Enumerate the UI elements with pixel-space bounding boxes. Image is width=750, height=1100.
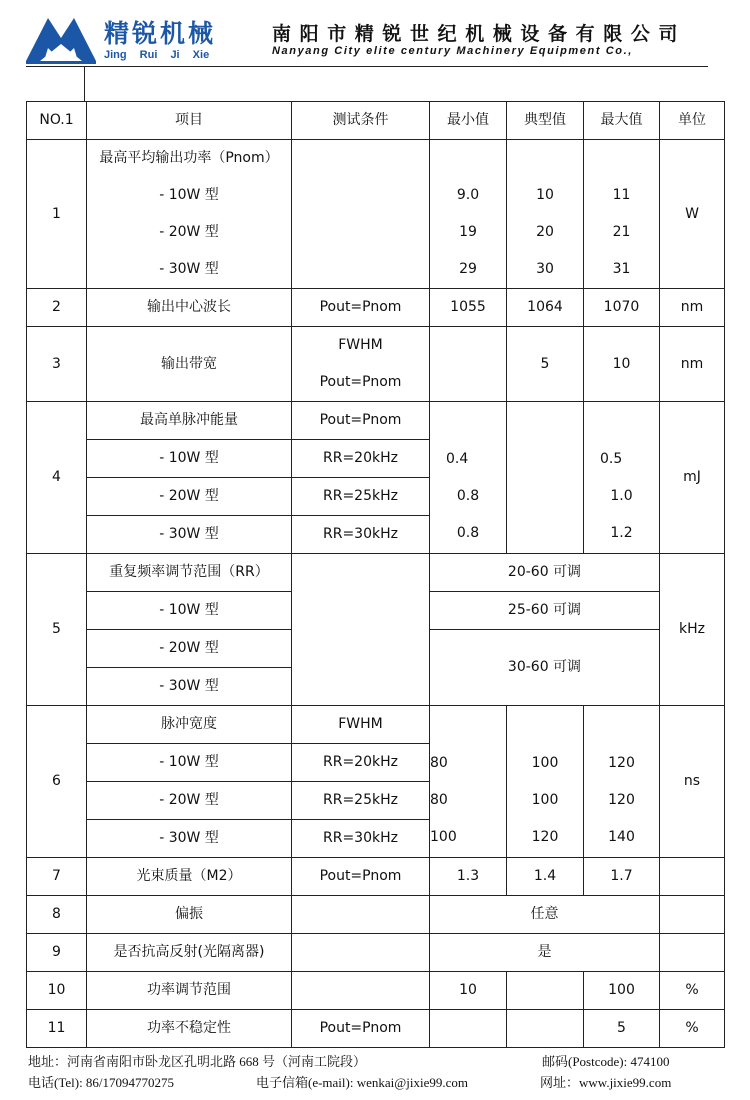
model-label: - 30W 型	[87, 820, 292, 858]
row-number: 7	[27, 858, 87, 896]
table-row	[27, 858, 725, 896]
condition-value: FWHM	[338, 337, 383, 353]
max-value: 1.0	[610, 487, 633, 504]
merged-value: 任意	[430, 896, 660, 934]
row-number: 9	[27, 934, 87, 972]
item-title: 功率调节范围	[87, 972, 292, 1010]
condition-value: RR=30kHz	[292, 516, 430, 554]
model-label: - 20W 型	[87, 630, 292, 668]
row-number: 1	[27, 140, 87, 289]
footer-website: 网址：www.jixie99.com	[540, 1075, 672, 1090]
row-number: 10	[27, 972, 87, 1010]
model-label: - 20W 型	[159, 224, 219, 240]
item-title: 偏振	[87, 896, 292, 934]
table-row	[27, 554, 725, 592]
col-header-min: 最小值	[430, 102, 507, 140]
company-name-chinese: 南阳市精锐世纪机械设备有限公司	[272, 23, 687, 45]
min-value: 80	[430, 791, 448, 808]
letterhead	[0, 0, 750, 80]
typ-cell	[507, 972, 584, 1010]
model-label: - 10W 型	[87, 592, 292, 630]
max-value: 21	[612, 224, 631, 240]
item-title: 最高平均输出功率（Pnom）	[99, 150, 279, 166]
condition-value: Pout=Pnom	[319, 374, 402, 390]
header-divider	[26, 66, 708, 67]
model-label: - 30W 型	[159, 261, 219, 277]
min-cell	[430, 327, 507, 402]
typ-cell	[507, 1010, 584, 1048]
unit-cell: nm	[660, 289, 725, 327]
max-value: 0.5	[600, 450, 623, 467]
typ-value: 30	[536, 261, 554, 277]
typ-value: 10	[536, 187, 554, 203]
unit-cell: kHz	[660, 554, 725, 706]
condition-cell: Pout=Pnom	[292, 1010, 430, 1048]
footer-tel: 电话(Tel): 86/17094770275	[28, 1075, 175, 1090]
max-cell	[584, 402, 660, 554]
typ-value: 120	[531, 828, 559, 845]
range-value: 30-60 可调	[430, 630, 660, 706]
max-cell	[584, 140, 660, 289]
col-header-max: 最大值	[584, 102, 660, 140]
unit-cell: mJ	[660, 402, 725, 554]
min-value: 29	[459, 261, 477, 277]
typ-value: 100	[531, 754, 559, 771]
item-title: 功率不稳定性	[87, 1010, 292, 1048]
max-value: 11	[612, 187, 631, 203]
typ-cell	[507, 140, 584, 289]
footer-divider	[26, 1047, 708, 1048]
company-name-english: Nanyang City elite century Machinery Equipment Co.,	[272, 45, 633, 57]
unit-cell: nm	[660, 327, 725, 402]
condition-cell	[292, 972, 430, 1010]
item-title: 输出中心波长	[87, 289, 292, 327]
col-header-item: 项目	[87, 102, 292, 140]
min-value: 1055	[430, 289, 507, 327]
min-value: 1.3	[430, 858, 507, 896]
min-cell	[430, 1010, 507, 1048]
table-header-row	[27, 102, 725, 140]
typ-value: 20	[536, 224, 554, 240]
unit-cell: W	[660, 140, 725, 289]
min-value: 9.0	[456, 187, 480, 203]
row-number: 8	[27, 896, 87, 934]
table-row	[27, 972, 725, 1010]
min-value: 0.8	[456, 487, 480, 504]
max-value: 1.2	[610, 524, 633, 541]
max-value: 31	[612, 261, 631, 277]
condition-value: RR=20kHz	[292, 744, 430, 782]
unit-cell	[660, 934, 725, 972]
row-number: 5	[27, 554, 87, 706]
typ-value: 5	[507, 327, 584, 402]
condition-cell	[292, 896, 430, 934]
typ-value: 100	[531, 791, 559, 808]
condition-cell	[292, 934, 430, 972]
row-number: 6	[27, 706, 87, 858]
min-value: 100	[430, 828, 457, 845]
model-label: - 20W 型	[87, 782, 292, 820]
item-title: 重复频率调节范围（RR）	[87, 554, 292, 592]
typ-cell	[507, 706, 584, 858]
condition-cell	[292, 140, 430, 289]
max-value: 140	[608, 828, 635, 845]
typ-cell	[507, 402, 584, 554]
item-cell	[87, 140, 292, 289]
min-value: 80	[430, 754, 448, 771]
col-header-unit: 单位	[660, 102, 725, 140]
condition-value: Pout=Pnom	[292, 402, 430, 440]
merged-value: 是	[430, 934, 660, 972]
row-number: 11	[27, 1010, 87, 1048]
item-title: 脉冲宽度	[87, 706, 292, 744]
table-row	[27, 934, 725, 972]
min-value: 0.4	[446, 450, 469, 467]
footer-address: 地址：河南省南阳市卧龙区孔明北路 668 号（河南工院段）	[28, 1054, 367, 1069]
model-label: - 30W 型	[87, 516, 292, 554]
item-title: 光束质量（M2）	[87, 858, 292, 896]
model-label: - 10W 型	[159, 187, 219, 203]
table-row	[27, 402, 725, 440]
unit-cell: %	[660, 972, 725, 1010]
unit-cell	[660, 896, 725, 934]
col-header-typ: 典型值	[507, 102, 584, 140]
table-row	[27, 140, 725, 289]
range-value: 20-60 可调	[430, 554, 660, 592]
model-label: - 20W 型	[87, 478, 292, 516]
condition-value: RR=30kHz	[292, 820, 430, 858]
table-row	[27, 896, 725, 934]
max-cell	[584, 706, 660, 858]
unit-cell	[660, 858, 725, 896]
range-value: 25-60 可调	[430, 592, 660, 630]
min-value: 10	[430, 972, 507, 1010]
min-value: 0.8	[456, 524, 480, 541]
condition-cell	[292, 327, 430, 402]
model-label: - 30W 型	[87, 668, 292, 706]
typ-value: 1064	[507, 289, 584, 327]
row-number: 4	[27, 402, 87, 554]
typ-value: 1.4	[507, 858, 584, 896]
table-row	[27, 706, 725, 744]
item-title: 最高单脉冲能量	[87, 402, 292, 440]
condition-value: RR=20kHz	[292, 440, 430, 478]
model-label: - 10W 型	[87, 744, 292, 782]
spec-table	[26, 101, 725, 1048]
company-logo-icon	[26, 14, 96, 64]
condition-cell: Pout=Pnom	[292, 289, 430, 327]
item-title: 是否抗高反射(光隔离器)	[87, 934, 292, 972]
condition-cell	[292, 554, 430, 706]
col-header-no: NO.1	[27, 102, 87, 140]
item-title: 输出带宽	[87, 327, 292, 402]
max-value: 10	[584, 327, 660, 402]
col-header-condition: 测试条件	[292, 102, 430, 140]
condition-value: RR=25kHz	[292, 478, 430, 516]
min-cell	[430, 140, 507, 289]
max-value: 1070	[584, 289, 660, 327]
footer-postcode: 邮码(Postcode): 474100	[542, 1054, 670, 1069]
max-value: 120	[608, 754, 635, 771]
logo-english-name: Jing Rui Ji Xie	[104, 49, 210, 61]
max-value: 100	[584, 972, 660, 1010]
condition-cell: Pout=Pnom	[292, 858, 430, 896]
logo-chinese-name: 精锐机械	[104, 19, 217, 48]
max-value: 1.7	[584, 858, 660, 896]
header-tick-mark	[84, 66, 85, 102]
table-row	[27, 1010, 725, 1048]
unit-cell: %	[660, 1010, 725, 1048]
row-number: 2	[27, 289, 87, 327]
min-cell	[430, 706, 507, 858]
table-row	[27, 327, 725, 402]
table-row	[27, 289, 725, 327]
condition-value: FWHM	[292, 706, 430, 744]
condition-value: RR=25kHz	[292, 782, 430, 820]
max-value: 5	[584, 1010, 660, 1048]
row-number: 3	[27, 327, 87, 402]
min-cell	[430, 402, 507, 554]
unit-cell: ns	[660, 706, 725, 858]
min-value: 19	[459, 224, 477, 240]
max-value: 120	[608, 791, 635, 808]
footer-email: 电子信箱(e-mail): wenkai@jixie99.com	[256, 1075, 468, 1090]
model-label: - 10W 型	[87, 440, 292, 478]
